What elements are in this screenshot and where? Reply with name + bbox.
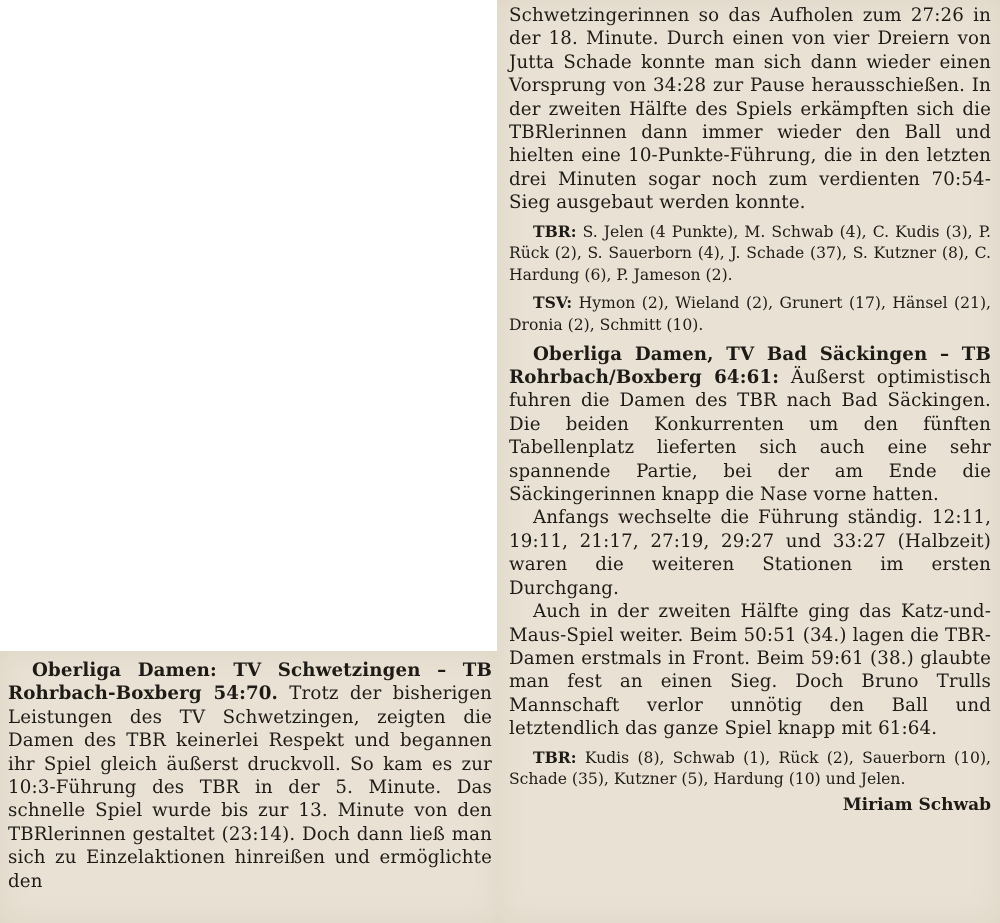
article2-headline: Oberliga Damen, TV Bad Säckingen – TB Rohrbach/Boxberg 64:61:: [509, 343, 991, 389]
lineup-team-label: TBR:: [533, 221, 577, 241]
article2-intro: Äußerst optimistisch fuhren die Damen des TBR nach Bad Säckingen. Die beiden Konkurrenten um den fünften Tabellenplatz lieferten sich auch eine sehr spannende Partie, bei der am Ende die Säckingerinnen knapp die Nase vorne hatten.: [509, 367, 991, 506]
article1-lead-paragraph: [8, 659, 492, 893]
lineup-team-label: TBR:: [533, 747, 577, 767]
article2-paragraph-3: Auch in der zweiten Hälfte ging das Katz-und-Maus-Spiel weiter. Beim 50:51 (34.) lagen die TBR-Damen erstmals in Front. Beim 59:61 (38.) glaubte man fest an einen Sieg. Doch Bruno Trulls Mannschaft verlor unnötig den Ball und letztendlich das ganze Spiel knapp mit 61:64.: [509, 601, 991, 740]
article1-body: Trotz der bisherigen Leistungen des TV Schwetzingen, zeigten die Damen des TBR keinerlei Respekt und begannen ihr Spiel gleich äußerst druckvoll. So kam es zur 10:3-Führung des TBR in der 5. Minute. Das schnelle Spiel wurde bis zur 13. Minute von den TBRlerinnen gestaltet (23:14). Doch dann ließ man sich zu Einzelaktionen hinreißen und ermöglichte den: [8, 683, 493, 892]
article1-headline: Oberliga Damen: TV Schwetzingen – TB Rohrbach-Boxberg 54:70.: [8, 660, 492, 705]
author-byline: Miriam Schwab: [842, 794, 991, 815]
article2-lead-paragraph: [509, 343, 991, 507]
lineup-team-label: TSV:: [533, 293, 573, 313]
article-column-right: [509, 4, 991, 815]
lineup-players: S. Jelen (4 Punkte), M. Schwab (4), C. Kudis (3), P. Rück (2), S. Sauerborn (4), J. Schade (37), S. Kutzner (8), C. Hardung (6), P. Jameson (2).: [509, 222, 992, 284]
article1-lineup-tsv: [509, 292, 991, 336]
article2-paragraph-2: Anfangs wechselte die Führung ständig. 12:11, 19:11, 21:17, 27:19, 29:27 und 33:27 (Halbzeit) waren die weiteren Stationen im ersten Durchgang.: [509, 507, 991, 599]
article2-lineup-tbr: [509, 747, 991, 791]
lineup-players: Kudis (8), Schwab (1), Rück (2), Sauerborn (10), Schade (35), Kutzner (5), Hardung (10) und Jelen.: [509, 748, 991, 789]
lineup-players: Hymon (2), Wieland (2), Grunert (17), Hänsel (21), Dronia (2), Schmitt (10).: [509, 294, 991, 335]
article1-lineup-tbr: [509, 221, 991, 287]
article1-continuation: Schwetzingerinnen so das Aufholen zum 27:26 in der 18. Minute. Durch einen von vier Dreiern von Jutta Schade konnte man sich dann wieder einen Vorsprung von 34:28 zur Pause herausschießen. In der zweiten Hälfte des Spiels erkämpften sich die TBRlerinnen dann immer wieder den Ball und hielten eine 10-Punkte-Führung, die in den letzten drei Minuten sogar noch zum verdienten 70:54-Sieg ausgebaut werden konnte.: [509, 5, 991, 214]
article-column-left: [8, 659, 492, 893]
